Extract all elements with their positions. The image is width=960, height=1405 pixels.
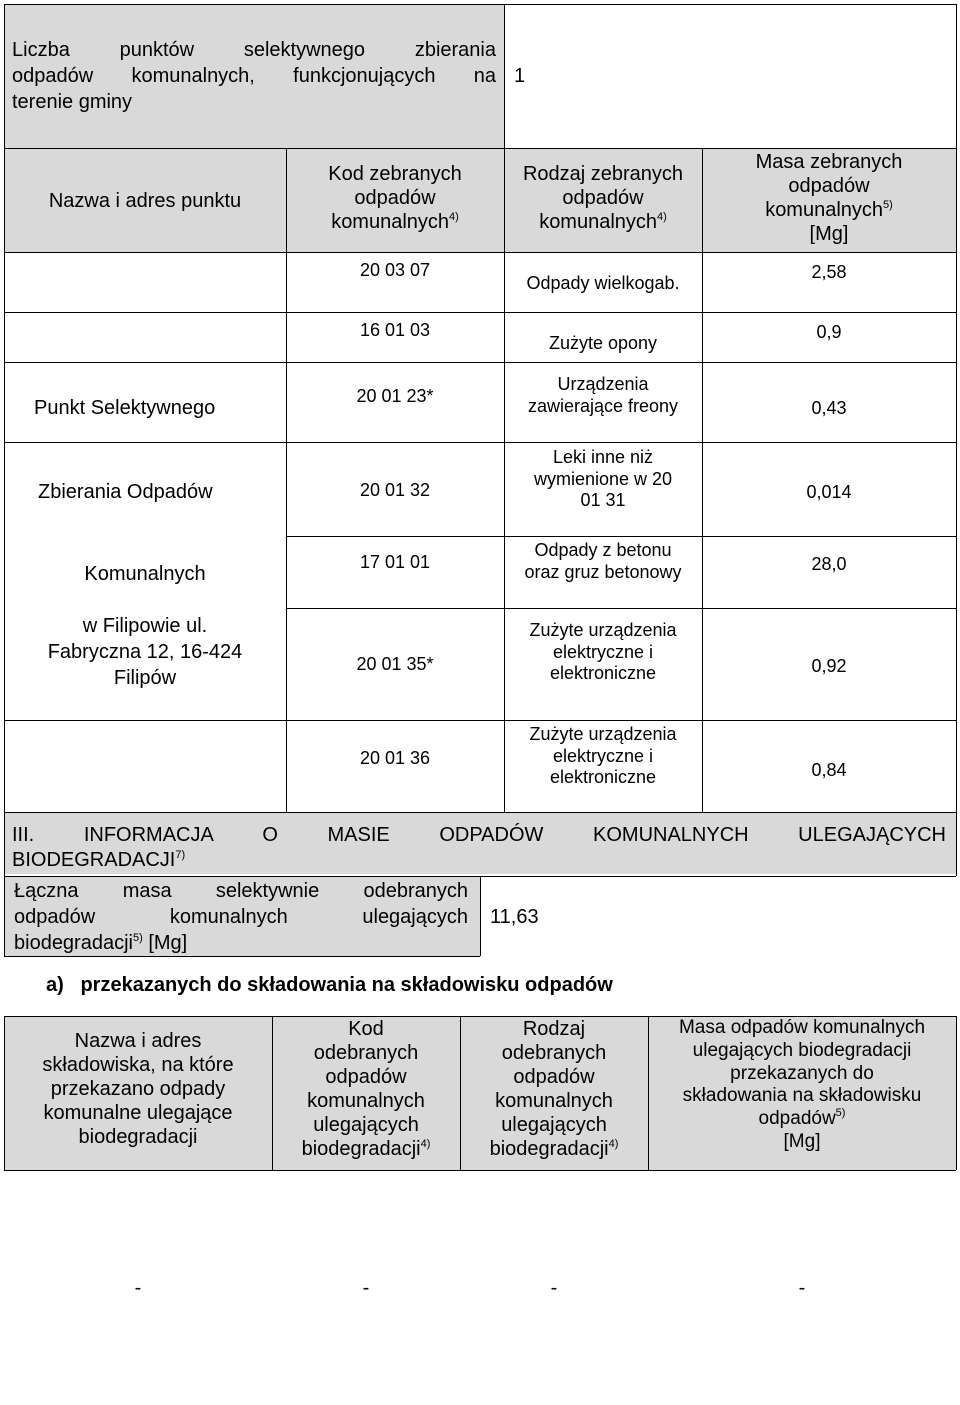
gmina-points-value: 1 xyxy=(514,65,526,87)
point-name-line-3: Komunalnych xyxy=(84,563,206,585)
row-4-code: 20 01 32 xyxy=(359,480,431,500)
point-name-line-6: Filipów xyxy=(113,667,177,689)
total-label-line-3: biodegradacji$^{5)}$ [Mg] xyxy=(14,932,188,954)
subsection-a-title: a) przekazanych do składowania na składowisku odpadów xyxy=(46,974,613,996)
header-point-name: Nazwa i adres punktu xyxy=(48,190,242,212)
row-3-code: 20 01 23* xyxy=(356,386,434,406)
row-2-code: 16 01 03 xyxy=(359,320,431,340)
gmina-points-label-line-3: terenie gminy xyxy=(12,91,133,113)
point-name-line-5: Fabryczna 12, 16-424 xyxy=(47,641,243,663)
row-6-code: 20 01 35* xyxy=(356,654,434,674)
gmina-points-label-line-2: odpadów komunalnych, funkcjonujących na xyxy=(12,65,496,87)
landfill-header-name: Nazwa i adres składowiska, na które przekazano odpady komunalne ulegające biodegradacji xyxy=(42,1030,234,1148)
row-3-mass: 0,43 xyxy=(811,398,847,418)
header-waste-mass: Masa zebranych odpadów komunalnych$^{5)}$ [Mg] xyxy=(755,151,903,245)
landfill-row-type: - xyxy=(550,1277,558,1299)
point-name-line-1: Punkt Selektywnego xyxy=(34,397,216,419)
gmina-points-label-line-1: Liczba punktów selektywnego zbierania xyxy=(12,39,496,61)
row-4-type: Leki inne niż wymienione w 20 01 31 xyxy=(533,447,673,511)
row-7-code: 20 01 36 xyxy=(359,748,431,768)
row-7-type: Zużyte urządzenia elektryczne i elektroniczne xyxy=(529,724,677,788)
row-6-mass: 0,92 xyxy=(811,656,847,676)
row-5-mass: 28,0 xyxy=(811,554,847,574)
row-7-mass: 0,84 xyxy=(811,760,847,780)
point-name-line-4: w Filipowie ul. xyxy=(82,615,208,637)
row-3-type: Urządzenia zawierające freony xyxy=(527,374,679,416)
row-1-type: Odpady wielkogab. xyxy=(526,273,680,293)
header-waste-code: Kod zebranych odpadów komunalnych$^{4)}$ xyxy=(328,163,462,233)
row-5-type: Odpady z betonu oraz gruz betonowy xyxy=(524,540,682,582)
row-6-type: Zużyte urządzenia elektryczne i elektroniczne xyxy=(529,620,677,684)
landfill-row-mass: - xyxy=(798,1277,806,1299)
landfill-row-code: - xyxy=(362,1277,370,1299)
total-label-line-2: odpadów komunalnych ulegających xyxy=(14,906,468,928)
row-4-mass: 0,014 xyxy=(806,482,852,502)
section3-title-line-1: III. INFORMACJA O MASIE ODPADÓW KOMUNALNYCH ULEGAJĄCYCH xyxy=(12,824,946,846)
total-label-line-1: Łączna masa selektywnie odebranych xyxy=(14,880,468,902)
row-2-type: Zużyte opony xyxy=(548,333,658,353)
section3-title-line-2: BIODEGRADACJI$^{7)}$ xyxy=(12,849,186,871)
row-2-mass: 0,9 xyxy=(816,322,842,342)
header-waste-type: Rodzaj zebranych odpadów komunalnych$^{4)}$ xyxy=(522,163,684,233)
total-biodegradable-value: 11,63 xyxy=(490,906,539,928)
landfill-header-mass: Masa odpadów komunalnych ulegających biodegradacji przekazanych do składowania na składowisku odpadów$^{5)}$ [Mg] xyxy=(678,1017,926,1152)
row-1-code: 20 03 07 xyxy=(359,260,431,280)
point-name-line-2: Zbierania Odpadów xyxy=(38,481,213,503)
landfill-header-type: Rodzaj odebranych odpadów komunalnych ulegających biodegradacji$^{4)}$ xyxy=(489,1018,619,1160)
landfill-row-name: - xyxy=(134,1277,142,1299)
row-5-code: 17 01 01 xyxy=(359,552,431,572)
landfill-header-code: Kod odebranych odpadów komunalnych ulegających biodegradacji$^{4)}$ xyxy=(301,1018,431,1160)
row-1-mass: 2,58 xyxy=(811,262,847,282)
